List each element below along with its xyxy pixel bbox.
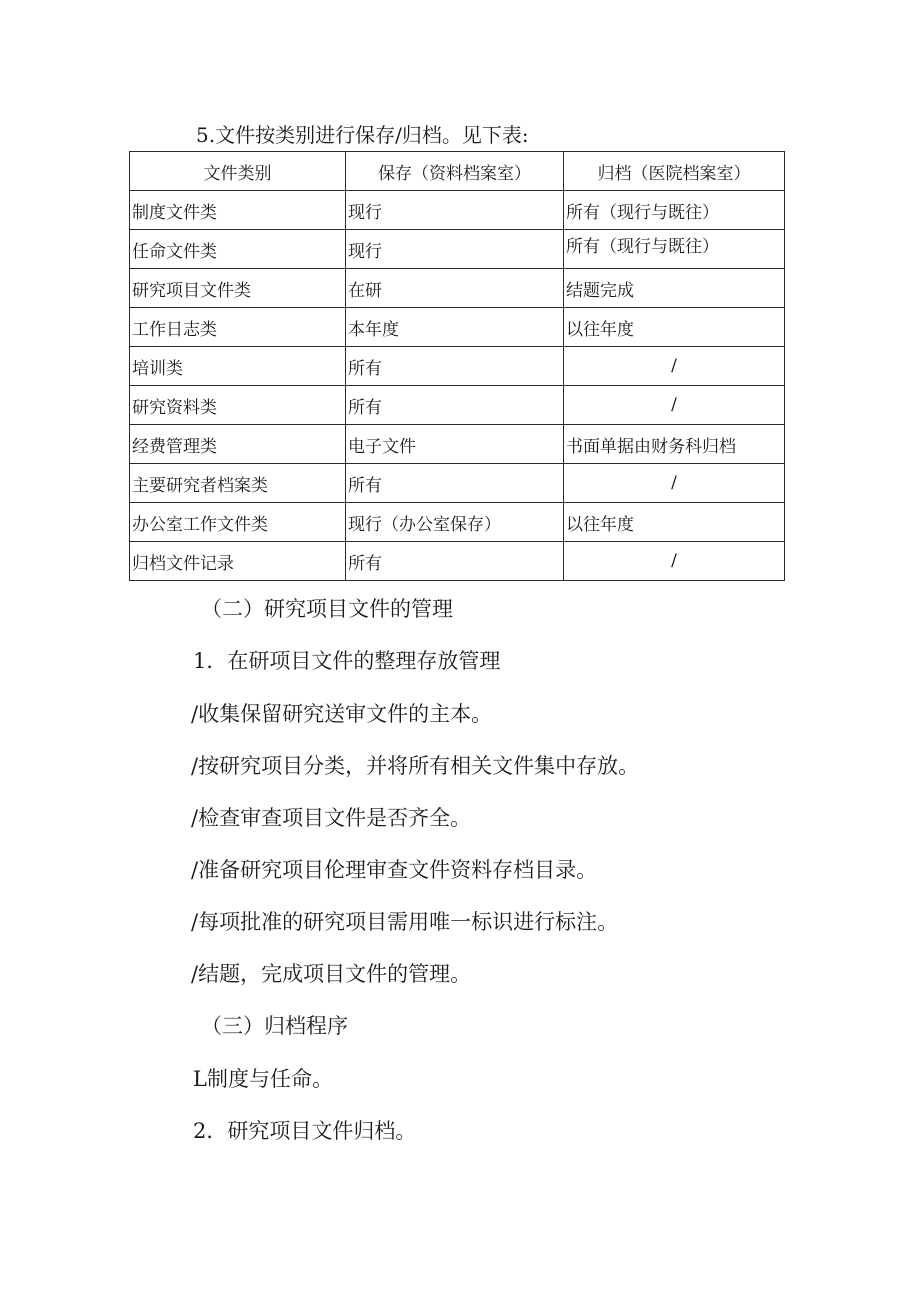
cell-storage: 现行 [346, 230, 564, 269]
cell-category: 工作日志类 [130, 308, 346, 347]
archive-table [129, 151, 785, 581]
list-item: /准备研究项目伦理审查文件资料存档目录。 [191, 858, 598, 882]
cell-storage: 所有 [346, 347, 564, 386]
cell-archive: 结题完成 [564, 269, 785, 308]
cell-archive: / [564, 464, 785, 503]
table-row [130, 191, 785, 230]
list-item: /收集保留研究送审文件的主本。 [191, 702, 493, 726]
list-item: 2．研究项目文件归档。 [193, 1119, 417, 1143]
cell-archive: / [564, 386, 785, 425]
subheading-active-projects: 1．在研项目文件的整理存放管理 [193, 649, 501, 673]
intro-line: 5.文件按类别进行保存/归档。见下表: [196, 123, 529, 147]
table-row [130, 464, 785, 503]
table-row [130, 347, 785, 386]
list-item: /按研究项目分类，并将所有相关文件集中存放。 [191, 754, 640, 778]
cell-category: 主要研究者档案类 [130, 464, 346, 503]
cell-storage: 本年度 [346, 308, 564, 347]
cell-storage: 现行 [346, 191, 564, 230]
cell-category: 制度文件类 [130, 191, 346, 230]
cell-category: 归档文件记录 [130, 542, 346, 581]
table-row [130, 230, 785, 269]
cell-storage: 所有 [346, 464, 564, 503]
table-row [130, 542, 785, 581]
cell-category: 经费管理类 [130, 425, 346, 464]
cell-archive: 以往年度 [564, 308, 785, 347]
list-item: /每项批准的研究项目需用唯一标识进行标注。 [191, 910, 619, 934]
cell-storage: 现行（办公室保存） [346, 503, 564, 542]
cell-archive: 所有（现行与既往） [564, 191, 785, 230]
section-heading-project-docs: （二）研究项目文件的管理 [201, 597, 453, 621]
table-row [130, 308, 785, 347]
header-storage: 保存（资料档案室） [346, 152, 564, 191]
cell-storage: 在研 [346, 269, 564, 308]
cell-archive: 所有（现行与既往） [564, 230, 785, 269]
cell-archive: / [564, 347, 785, 386]
table-header-row [130, 152, 785, 191]
cell-archive: 书面单据由财务科归档 [564, 425, 785, 464]
cell-category: 研究资料类 [130, 386, 346, 425]
header-category: 文件类别 [130, 152, 346, 191]
table-row [130, 386, 785, 425]
cell-category: 培训类 [130, 347, 346, 386]
list-item: /结题，完成项目文件的管理。 [191, 962, 472, 986]
cell-category: 办公室工作文件类 [130, 503, 346, 542]
table-row [130, 269, 785, 308]
cell-storage: 所有 [346, 386, 564, 425]
cell-archive: 以往年度 [564, 503, 785, 542]
cell-archive: / [564, 542, 785, 581]
table-row [130, 425, 785, 464]
cell-category: 任命文件类 [130, 230, 346, 269]
list-item: L制度与任命。 [193, 1067, 333, 1091]
cell-category: 研究项目文件类 [130, 269, 346, 308]
cell-storage: 所有 [346, 542, 564, 581]
section-heading-archiving: （三）归档程序 [201, 1014, 348, 1038]
header-archive: 归档（医院档案室） [564, 152, 785, 191]
list-item: /检查审查项目文件是否齐全。 [191, 806, 472, 830]
cell-storage: 电子文件 [346, 425, 564, 464]
table-row [130, 503, 785, 542]
